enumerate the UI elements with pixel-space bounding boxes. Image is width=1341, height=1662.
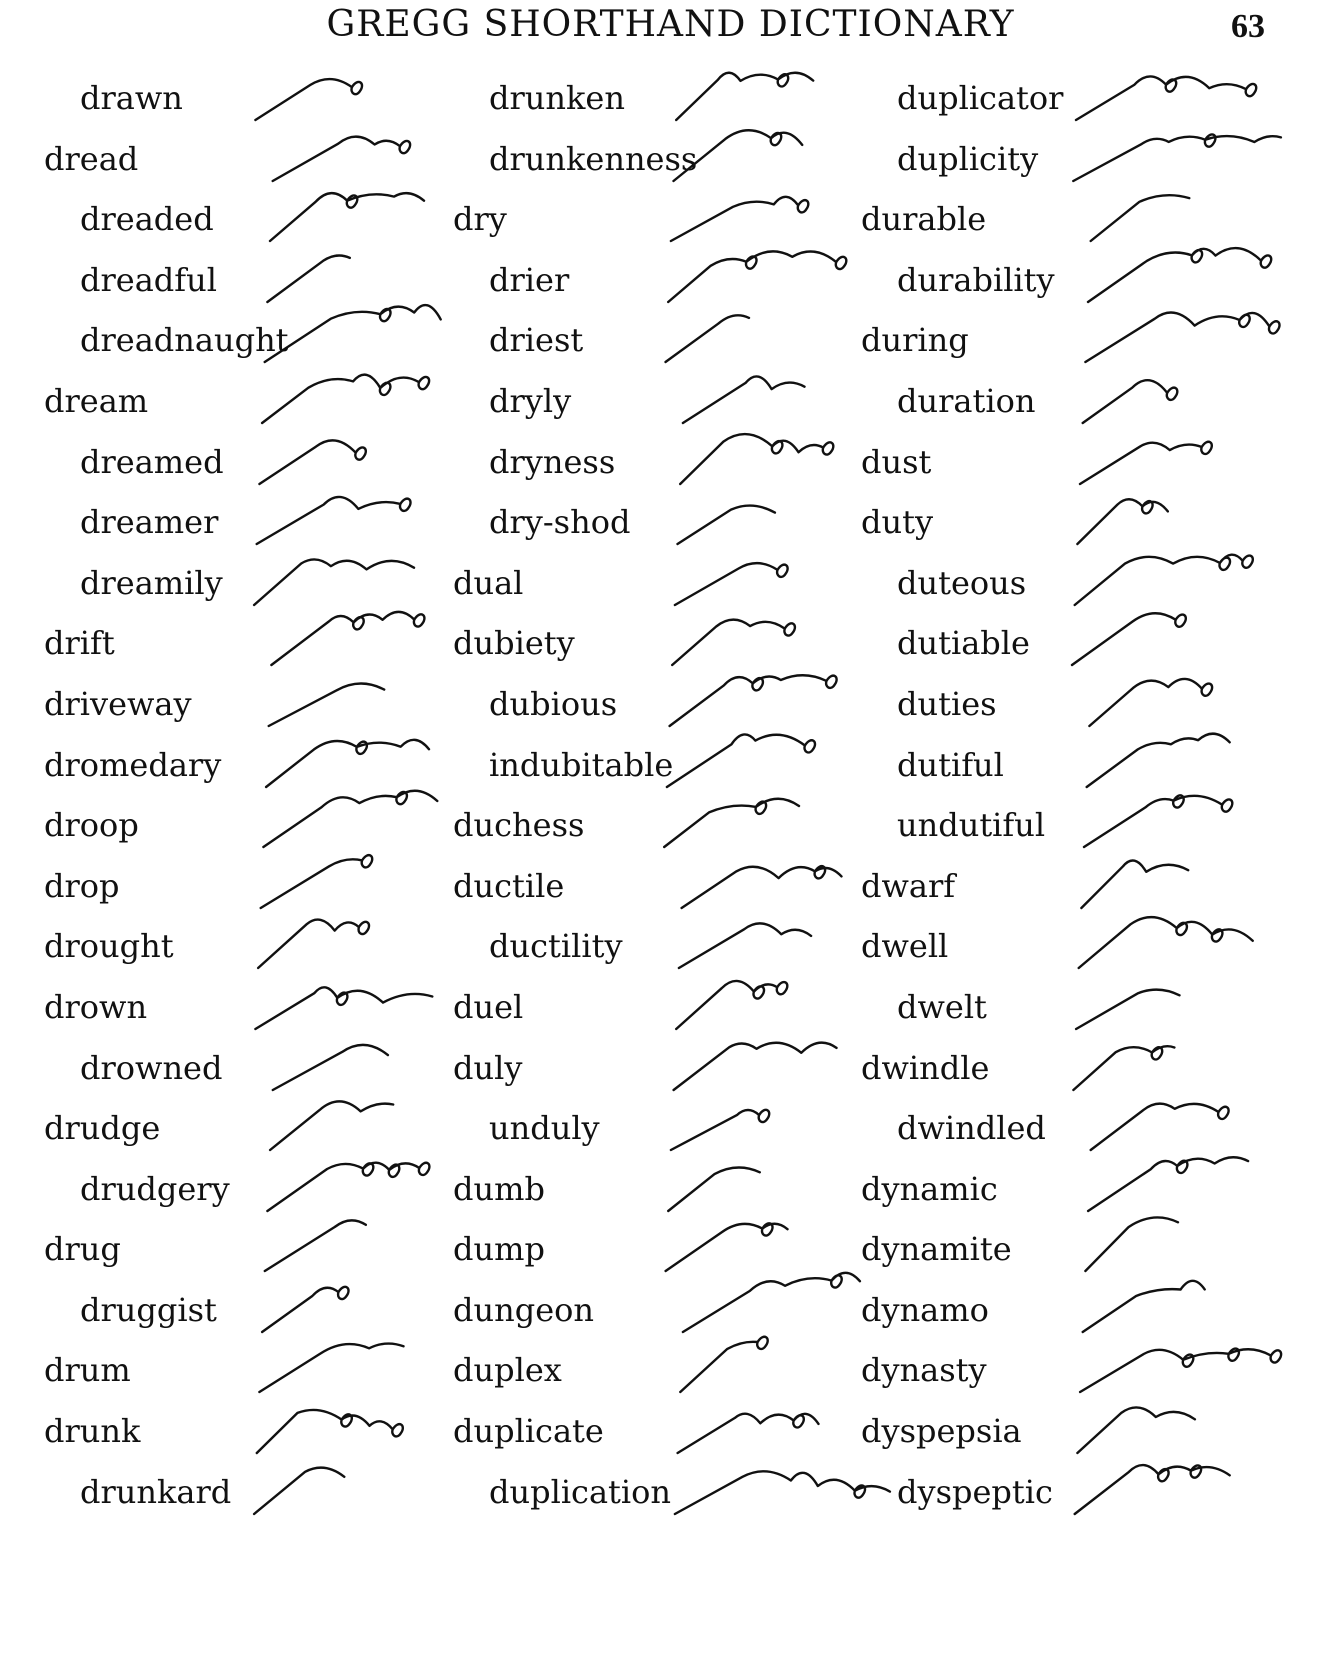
shorthand-outline-drawing [194, 729, 464, 793]
shorthand-stroke [267, 255, 349, 302]
shorthand-stroke [269, 683, 385, 726]
shorthand-outline-drawing [1011, 426, 1281, 490]
shorthand-stroke [262, 1287, 348, 1332]
entry-word: drowned [80, 1048, 223, 1087]
entry-word: dryly [489, 381, 572, 420]
shorthand-outline-drawing [603, 789, 873, 853]
entry-word: drunkard [80, 1472, 232, 1511]
entry-word: dwarf [861, 866, 956, 905]
dictionary-entry [861, 1098, 1281, 1159]
dictionary-entry [861, 68, 1281, 129]
entry-word: dreadnaught [80, 321, 289, 360]
dictionary-entry [453, 1219, 873, 1280]
shorthand-outline-drawing [194, 1274, 464, 1338]
shorthand-outline-drawing [194, 426, 464, 490]
entry-word: drought [44, 927, 174, 966]
dictionary-entry [44, 735, 464, 796]
dictionary-entry [44, 1098, 464, 1159]
shorthand-outline-drawing [194, 365, 464, 429]
shorthand-stroke [683, 376, 805, 423]
shorthand-outline-drawing [194, 971, 464, 1035]
shorthand-outline-drawing [603, 668, 873, 732]
dictionary-entry [44, 795, 464, 856]
shorthand-stroke [683, 1273, 860, 1332]
shorthand-stroke [257, 497, 411, 544]
shorthand-stroke [257, 1410, 403, 1453]
entry-word: unduly [489, 1109, 600, 1148]
shorthand-stroke [1073, 1046, 1174, 1090]
entry-word: ductile [453, 866, 565, 905]
shorthand-outline-drawing [194, 607, 464, 671]
entry-word: driest [489, 321, 584, 360]
shorthand-outline-drawing [603, 1032, 873, 1096]
shorthand-outline-drawing [603, 971, 873, 1035]
dictionary-entry [44, 1159, 464, 1220]
dictionary-entry [861, 1219, 1281, 1280]
dictionary-entry [861, 1401, 1281, 1462]
dictionary-entry [453, 68, 873, 129]
shorthand-stroke [1075, 1465, 1230, 1514]
dictionary-entry [44, 250, 464, 311]
dictionary-entry [453, 1280, 873, 1341]
shorthand-outline-drawing [1011, 971, 1281, 1035]
shorthand-stroke [1087, 733, 1230, 786]
dictionary-column-1 [44, 68, 464, 1522]
shorthand-stroke [1091, 195, 1190, 241]
entry-word: duplicity [897, 139, 1039, 178]
dictionary-entry [861, 1340, 1281, 1401]
shorthand-outline-drawing [603, 1153, 873, 1217]
entry-word: dwindled [897, 1109, 1046, 1148]
dictionary-entry [453, 1401, 873, 1462]
shorthand-outline-drawing [194, 486, 464, 550]
dictionary-entry [453, 553, 873, 614]
shorthand-outline-drawing [194, 1456, 464, 1520]
shorthand-stroke [263, 791, 437, 847]
shorthand-outline-drawing [194, 668, 464, 732]
entry-word: dump [453, 1230, 545, 1269]
shorthand-stroke [261, 855, 373, 908]
shorthand-outline-drawing [603, 910, 873, 974]
shorthand-stroke [682, 866, 842, 908]
entry-word: dust [861, 442, 932, 481]
shorthand-outline-drawing [194, 1032, 464, 1096]
shorthand-stroke [270, 1102, 393, 1151]
entry-word: durable [861, 200, 987, 239]
dictionary-entry [861, 250, 1281, 311]
dictionary-entry [861, 492, 1281, 553]
entry-word: druggist [80, 1290, 217, 1329]
dictionary-entry [44, 432, 464, 493]
entry-word: dreamily [80, 563, 223, 602]
shorthand-stroke [667, 734, 815, 787]
dictionary-entry [861, 916, 1281, 977]
entry-word: duplicate [453, 1412, 604, 1451]
shorthand-stroke [1072, 614, 1186, 666]
entry-word: drier [489, 260, 570, 299]
shorthand-outline-drawing [603, 1334, 873, 1398]
entry-word: dynasty [861, 1351, 987, 1390]
entry-word: drawn [80, 79, 183, 117]
dictionary-entry [44, 189, 464, 250]
shorthand-stroke [266, 739, 429, 786]
entry-word: duty [861, 503, 934, 542]
dictionary-entry [861, 189, 1281, 250]
shorthand-stroke [671, 197, 808, 241]
shorthand-stroke [258, 920, 369, 968]
dictionary-entry [453, 129, 873, 190]
entry-word: drudgery [80, 1169, 230, 1208]
dictionary-entry [861, 795, 1281, 856]
entry-word: dyspepsia [861, 1412, 1022, 1451]
shorthand-outline-drawing [194, 1153, 464, 1217]
entry-word: drug [44, 1230, 121, 1269]
shorthand-stroke [1077, 1407, 1195, 1453]
shorthand-stroke [1076, 76, 1256, 120]
shorthand-stroke [254, 1467, 344, 1513]
dictionary-entry [44, 1280, 464, 1341]
entry-word: indubitable [489, 745, 674, 784]
dictionary-entry [861, 1280, 1281, 1341]
shorthand-outline-drawing [1011, 1274, 1281, 1338]
entry-word: drudge [44, 1109, 161, 1148]
shorthand-stroke [666, 1224, 788, 1272]
entry-word: dreadful [80, 260, 217, 299]
dictionary-entry [453, 189, 873, 250]
entry-word: drift [44, 624, 115, 663]
shorthand-outline-drawing [603, 244, 873, 308]
entry-word: dutiful [897, 745, 1004, 784]
entry-word: durability [897, 260, 1055, 299]
shorthand-outline-drawing [1011, 668, 1281, 732]
shorthand-outline-drawing [603, 1274, 873, 1338]
shorthand-outline-drawing [1011, 1153, 1281, 1217]
shorthand-stroke [1088, 248, 1271, 302]
shorthand-outline-drawing [1011, 486, 1281, 550]
dictionary-entry [44, 129, 464, 190]
shorthand-outline-drawing [603, 365, 873, 429]
dictionary-entry [44, 674, 464, 735]
shorthand-outline-drawing [603, 1395, 873, 1459]
dictionary-entry [44, 68, 464, 129]
shorthand-outline-drawing [603, 1092, 873, 1156]
shorthand-outline-drawing [1011, 1395, 1281, 1459]
entry-word: dungeon [453, 1290, 594, 1329]
entry-word: drunkenness [489, 139, 698, 178]
entry-word: dwell [861, 927, 949, 966]
entry-word: dual [453, 563, 524, 602]
dictionary-entry [44, 613, 464, 674]
entry-word: drunk [44, 1412, 141, 1451]
dictionary-entry [453, 1462, 873, 1523]
shorthand-outline-drawing [1011, 729, 1281, 793]
shorthand-stroke [664, 799, 799, 847]
shorthand-outline-drawing [1011, 1032, 1281, 1096]
entry-word: dumb [453, 1169, 545, 1208]
shorthand-stroke [271, 612, 424, 665]
shorthand-outline-drawing [1011, 304, 1281, 368]
shorthand-stroke [254, 559, 414, 605]
shorthand-outline-drawing [194, 910, 464, 974]
entry-word: dyspeptic [897, 1472, 1053, 1511]
shorthand-outline-drawing [1011, 850, 1281, 914]
dictionary-entry [44, 856, 464, 917]
dictionary-entry [861, 371, 1281, 432]
dictionary-entry [453, 1098, 873, 1159]
shorthand-outline-drawing [194, 1213, 464, 1277]
shorthand-stroke [1080, 1349, 1281, 1392]
shorthand-outline-drawing [1011, 183, 1281, 247]
dictionary-entry [44, 371, 464, 432]
shorthand-stroke [671, 1110, 769, 1150]
shorthand-stroke [1083, 380, 1178, 423]
shorthand-outline-drawing [194, 1334, 464, 1398]
shorthand-outline-drawing [194, 850, 464, 914]
dictionary-entry [44, 1219, 464, 1280]
entry-word: duties [897, 684, 997, 723]
shorthand-outline-drawing [1011, 547, 1281, 611]
shorthand-outline-drawing [603, 304, 873, 368]
dictionary-entry [453, 1340, 873, 1401]
dictionary-entry [453, 795, 873, 856]
shorthand-outline-drawing [194, 789, 464, 853]
shorthand-outline-drawing [194, 547, 464, 611]
dictionary-entry [861, 310, 1281, 371]
shorthand-outline-drawing [1011, 365, 1281, 429]
shorthand-stroke [676, 73, 813, 120]
shorthand-outline-drawing [603, 183, 873, 247]
entry-word: dryness [489, 442, 616, 481]
dictionary-column-3 [861, 68, 1281, 1522]
dictionary-entry [453, 613, 873, 674]
dictionary-entry [44, 310, 464, 371]
shorthand-outline-drawing [1011, 1213, 1281, 1277]
shorthand-stroke [1084, 795, 1232, 847]
entry-word: dry-shod [489, 503, 631, 542]
dictionary-entry [44, 1038, 464, 1099]
entry-word: dreaded [80, 200, 214, 239]
shorthand-stroke [262, 375, 429, 423]
shorthand-outline-drawing [1011, 910, 1281, 974]
shorthand-stroke [1083, 1281, 1205, 1332]
dictionary-entry [453, 432, 873, 493]
shorthand-outline-drawing [194, 183, 464, 247]
shorthand-stroke [1085, 313, 1279, 362]
shorthand-stroke [678, 506, 775, 544]
shorthand-outline-drawing [603, 486, 873, 550]
entry-word: ductility [489, 927, 623, 966]
shorthand-stroke [1080, 441, 1212, 483]
shorthand-stroke [676, 981, 787, 1029]
entry-word: dynamic [861, 1169, 998, 1208]
shorthand-stroke [1079, 917, 1253, 968]
shorthand-stroke [1073, 134, 1281, 181]
shorthand-stroke [666, 316, 750, 363]
entry-word: during [861, 321, 969, 360]
shorthand-outline-drawing [1011, 607, 1281, 671]
shorthand-outline-drawing [194, 62, 464, 126]
entry-word: dubiety [453, 624, 575, 663]
page-number: 63 [1231, 8, 1265, 45]
shorthand-stroke [680, 434, 833, 484]
dictionary-entry [453, 1159, 873, 1220]
shorthand-stroke [675, 563, 788, 605]
entry-word: duplex [453, 1351, 562, 1390]
shorthand-outline-drawing [1011, 123, 1281, 187]
shorthand-outline-drawing [603, 850, 873, 914]
shorthand-stroke [255, 79, 362, 120]
entry-word: undutiful [897, 806, 1046, 845]
shorthand-stroke [273, 1044, 388, 1089]
shorthand-stroke [668, 1167, 760, 1210]
shorthand-outline-drawing [194, 1395, 464, 1459]
entry-word: dutiable [897, 624, 1030, 663]
entry-word: duplication [489, 1472, 672, 1511]
page-title: GREGG SHORTHAND DICTIONARY [326, 4, 1015, 45]
entry-word: dry [453, 200, 507, 239]
shorthand-outline-drawing [1011, 789, 1281, 853]
dictionary-entry [44, 1462, 464, 1523]
dictionary-entry [453, 916, 873, 977]
shorthand-stroke [1075, 554, 1253, 604]
dictionary-entry [453, 250, 873, 311]
shorthand-stroke [1081, 860, 1188, 908]
shorthand-outline-drawing [603, 1213, 873, 1277]
entry-word: dream [44, 381, 149, 420]
entry-word: duplicator [897, 79, 1064, 117]
entry-word: drown [44, 987, 148, 1026]
shorthand-outline-drawing [603, 62, 873, 126]
shorthand-stroke [255, 987, 432, 1029]
shorthand-stroke [273, 136, 410, 180]
entry-word: drop [44, 866, 120, 905]
dictionary-entry [453, 371, 873, 432]
entry-word: dromedary [44, 745, 222, 784]
shorthand-stroke [674, 1042, 837, 1089]
dictionary-entry [453, 1038, 873, 1099]
shorthand-stroke [1077, 499, 1167, 544]
entry-word: duchess [453, 806, 585, 845]
shorthand-outline-drawing [1011, 1334, 1281, 1398]
shorthand-outline-drawing [194, 123, 464, 187]
dictionary-entry [861, 735, 1281, 796]
shorthand-stroke [1088, 1157, 1248, 1211]
entry-word: duteous [897, 563, 1027, 602]
entry-word: dread [44, 139, 139, 178]
dictionary-entry [861, 129, 1281, 190]
shorthand-stroke [259, 1344, 403, 1392]
shorthand-stroke [265, 1221, 366, 1272]
entry-word: dubious [489, 684, 618, 723]
shorthand-stroke [678, 1414, 819, 1453]
shorthand-outline-drawing [1011, 1092, 1281, 1156]
shorthand-stroke [267, 1162, 429, 1210]
dictionary-entry [861, 432, 1281, 493]
entry-word: dreamer [80, 503, 219, 542]
dictionary-entry [453, 856, 873, 917]
dictionary-entry [453, 674, 873, 735]
shorthand-outline-drawing [603, 426, 873, 490]
entry-word: dynamo [861, 1290, 989, 1329]
dictionary-column-2 [453, 68, 873, 1522]
entry-word: drunken [489, 79, 625, 117]
entry-word: duel [453, 987, 524, 1026]
dictionary-entry [861, 977, 1281, 1038]
dictionary-entry [44, 916, 464, 977]
entry-word: dreamed [80, 442, 224, 481]
shorthand-stroke [672, 620, 795, 665]
entry-word: drum [44, 1351, 131, 1390]
shorthand-outline-drawing [194, 1092, 464, 1156]
entry-word: duration [897, 381, 1036, 420]
entry-word: duly [453, 1048, 523, 1087]
dictionary-entry [861, 553, 1281, 614]
dictionary-entry [44, 492, 464, 553]
dictionary-entry [861, 1038, 1281, 1099]
dictionary-entry [453, 735, 873, 796]
dictionary-entry [453, 977, 873, 1038]
dictionary-entry [44, 1401, 464, 1462]
shorthand-stroke [259, 440, 365, 484]
dictionary-entry [453, 492, 873, 553]
entry-word: dwindle [861, 1048, 990, 1087]
shorthand-stroke [265, 305, 441, 362]
shorthand-outline-drawing [603, 607, 873, 671]
shorthand-stroke [675, 1471, 890, 1514]
entry-word: dynamite [861, 1230, 1012, 1269]
dictionary-entry [44, 553, 464, 614]
shorthand-stroke [668, 251, 846, 302]
shorthand-stroke [1085, 1218, 1178, 1272]
dictionary-entry [44, 977, 464, 1038]
shorthand-outline-drawing [603, 547, 873, 611]
shorthand-stroke [1076, 990, 1179, 1029]
dictionary-entry [861, 1462, 1281, 1523]
shorthand-stroke [680, 1337, 767, 1392]
shorthand-stroke [270, 193, 424, 241]
entry-word: droop [44, 806, 139, 845]
dictionary-entry [861, 674, 1281, 735]
shorthand-stroke [679, 924, 811, 969]
entry-word: driveway [44, 684, 192, 723]
dictionary-entry [453, 310, 873, 371]
shorthand-outline-drawing [194, 244, 464, 308]
shorthand-stroke [1089, 679, 1212, 726]
dictionary-entry [861, 613, 1281, 674]
dictionary-entry [44, 1340, 464, 1401]
dictionary-entry [861, 856, 1281, 917]
entry-word: dwelt [897, 987, 987, 1026]
dictionary-entry [861, 1159, 1281, 1220]
shorthand-stroke [670, 675, 837, 726]
shorthand-stroke [1091, 1104, 1229, 1150]
